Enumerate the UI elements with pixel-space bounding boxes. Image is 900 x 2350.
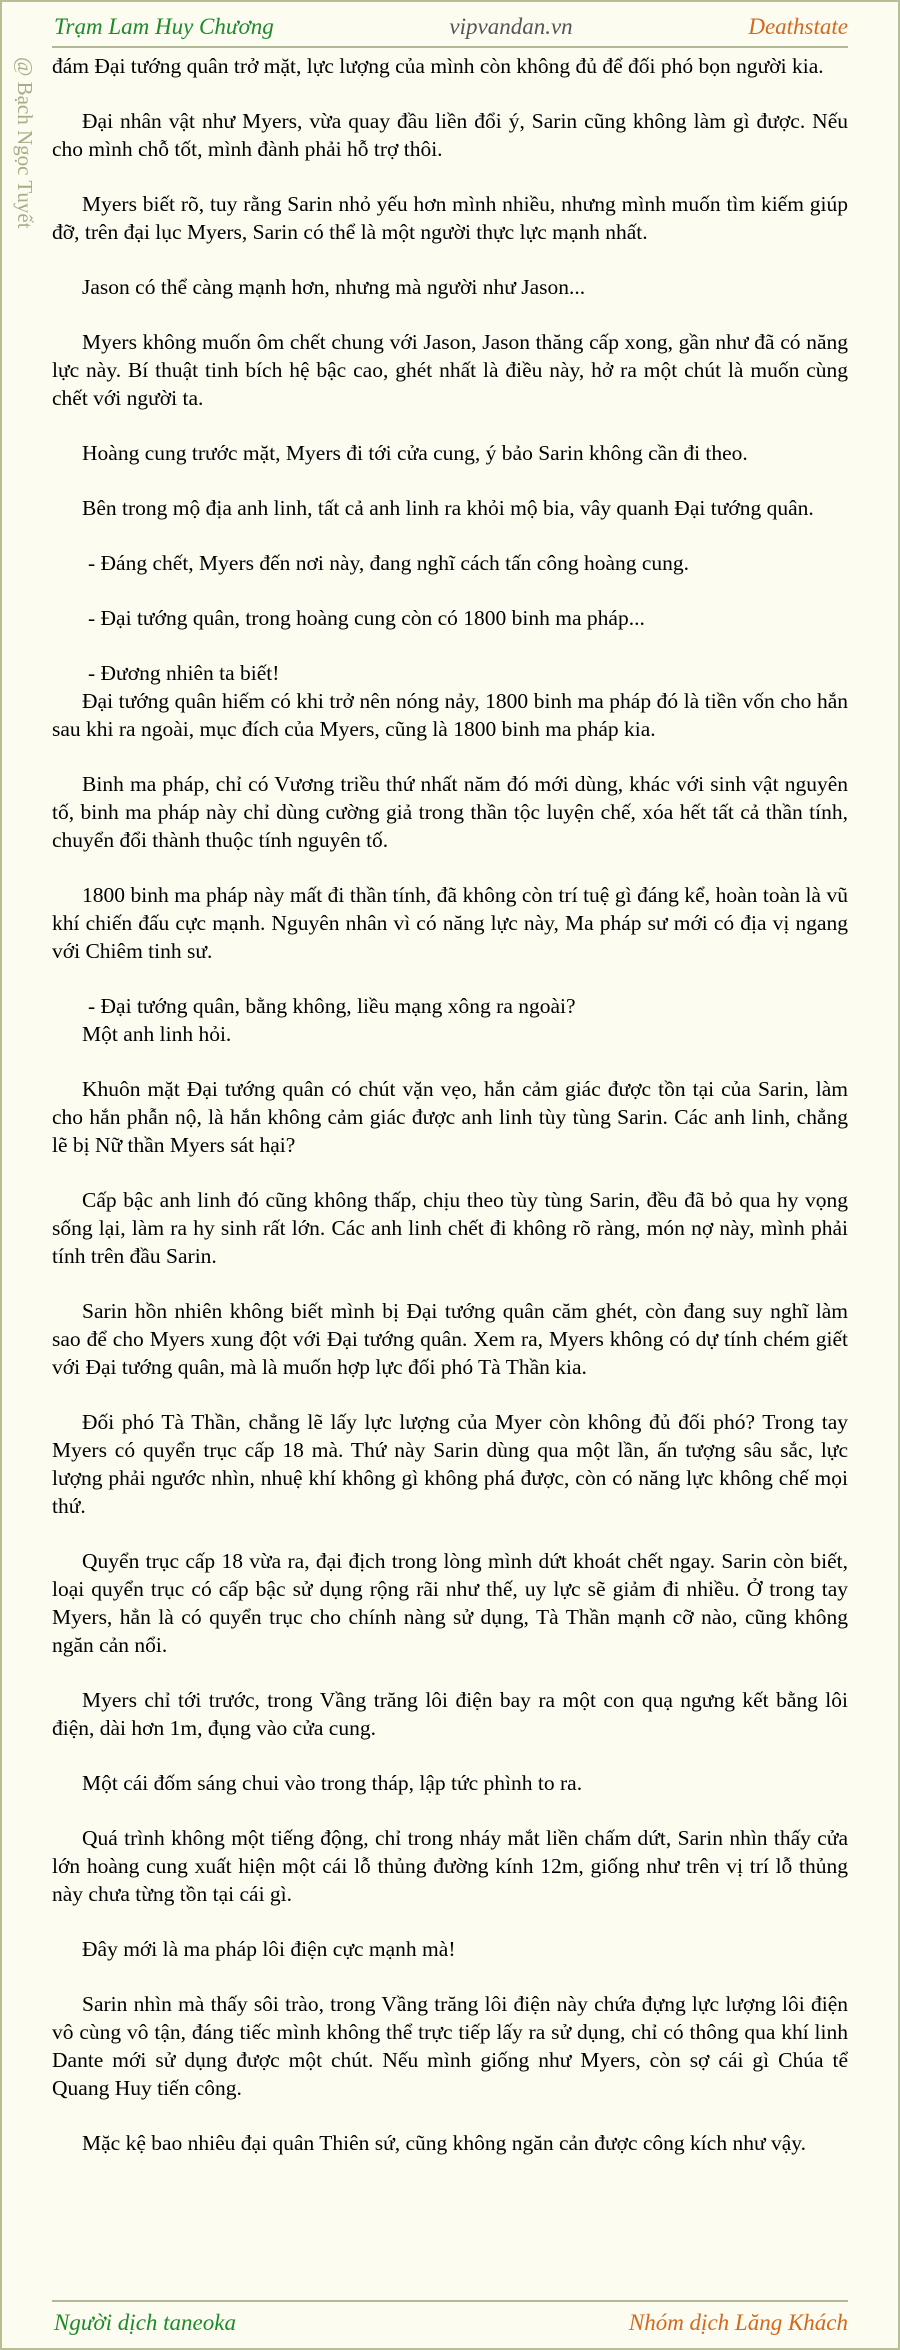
header-divider	[52, 46, 848, 48]
page-footer	[54, 2307, 848, 2339]
paragraph: đám Đại tướng quân trở mặt, lực lượng của mình còn không đủ để đối phó bọn người kia.	[52, 54, 824, 78]
paragraph: Khuôn mặt Đại tướng quân có chút vặn vẹo, hắn cảm giác được tồn tại của Sarin, làm cho hắn phẫn nộ, là hắn không cảm giác được anh linh tùy tùng Sarin. Các anh linh, chẳng lẽ bị Nữ thần Myers sát hại?	[52, 1077, 848, 1157]
paragraph: Mặc kệ bao nhiêu đại quân Thiên sứ, cũng không ngăn cản được công kích như vậy.	[82, 2131, 806, 2155]
side-credit: @ Bạch Ngọc Tuyết	[13, 57, 37, 229]
dialogue-line: - Đương nhiên ta biết!	[88, 661, 280, 685]
footer-divider	[52, 2300, 848, 2302]
paragraph: Đại nhân vật như Myers, vừa quay đầu liền đổi ý, Sarin cũng không làm gì được. Nếu cho mình chỗ tốt, mình đành phải hỗ trợ thôi.	[52, 109, 848, 161]
dialogue-line: - Đại tướng quân, bằng không, liều mạng xông ra ngoài?	[88, 994, 576, 1018]
dialogue-line: - Đại tướng quân, trong hoàng cung còn có 1800 binh ma pháp...	[88, 606, 645, 630]
paragraph: Quá trình không một tiếng động, chỉ trong nháy mắt liền chấm dứt, Sarin nhìn thấy cửa lớn hoàng cung xuất hiện một cái lỗ thủng đường kính 12m, giống như trên vị trí lỗ thủng này chưa từng tồn tại cái gì.	[52, 1826, 848, 1906]
paragraph: Một cái đốm sáng chui vào trong tháp, lập tức phình to ra.	[82, 1771, 583, 1795]
paragraph: Cấp bậc anh linh đó cũng không thấp, chịu theo tùy tùng Sarin, đều đã bỏ qua hy vọng sống lại, làm ra hy sinh rất lớn. Các anh linh chết đi không rõ ràng, món nợ này, mình phải tính trên đầu Sarin.	[52, 1188, 848, 1268]
paragraph: Myers chỉ tới trước, trong Vầng trăng lôi điện bay ra một con quạ ngưng kết bằng lôi điện, dài hơn 1m, đụng vào cửa cung.	[52, 1688, 848, 1740]
header-website: vipvandan.vn	[449, 14, 573, 39]
paragraph: Đối phó Tà Thần, chẳng lẽ lấy lực lượng của Myer còn không đủ đối phó? Trong tay Myers có quyển trục cấp 18 mà. Thứ này Sarin dùng qua một lần, ấn tượng sâu sắc, lực lượng phải ngước nhìn, nhuệ khí không gì không phá được, còn có năng lực không chế mọi thứ.	[52, 1410, 848, 1518]
dialogue-line: - Đáng chết, Myers đến nơi này, đang nghĩ cách tấn công hoàng cung.	[88, 551, 690, 575]
paragraph: Đây mới là ma pháp lôi điện cực mạnh mà!	[82, 1937, 456, 1961]
paragraph: Đại tướng quân hiếm có khi trở nên nóng nảy, 1800 binh ma pháp đó là tiền vốn cho hắn sau khi ra ngoài, mục đích của Myers, cũng là 1800 binh ma pháp kia.	[52, 689, 848, 741]
paragraph: Sarin hồn nhiên không biết mình bị Đại tướng quân căm ghét, còn đang suy nghĩ làm sao để cho Myers xung đột với Đại tướng quân. Xem ra, Myers không có dự tính chém giết với Đại tướng quân, mà là muốn hợp lực đối phó Tà Thần kia.	[52, 1299, 848, 1379]
header-site-name: Trạm Lam Huy Chương	[54, 14, 274, 39]
paragraph: Myers biết rõ, tuy rằng Sarin nhỏ yếu hơn mình nhiều, nhưng mình muốn tìm kiếm giúp đỡ, trên đại lục Myers, Sarin có thể là một người thực lực mạnh nhất.	[52, 192, 848, 244]
paragraph: Binh ma pháp, chỉ có Vương triều thứ nhất năm đó mới dùng, khác với sinh vật nguyên tố, binh ma pháp này chỉ dùng cường giả trong thần tộc luyện chế, xóa hết tất cả thần tính, chuyển đổi thành thuộc tính nguyên tố.	[52, 772, 848, 852]
paragraph: Quyển trục cấp 18 vừa ra, đại địch trong lòng mình dứt khoát chết ngay. Sarin còn biết, loại quyển trục có cấp bậc sử dụng rộng rãi như thế, uy lực sẽ giảm đi nhiều. Ở trong tay Myers, hẳn là có quyển trục cho chính nàng sử dụng, Tà Thần mạnh cỡ nào, cũng không ngăn cản nổi.	[52, 1549, 848, 1657]
paragraph: Một anh linh hỏi.	[82, 1022, 232, 1046]
header-book-title: Deathstate	[748, 14, 848, 39]
paragraph: 1800 binh ma pháp này mất đi thần tính, đã không còn trí tuệ gì đáng kể, hoàn toàn là vũ khí chiến đấu cực mạnh. Nguyên nhân vì có năng lực này, Ma pháp sư mới có địa vị ngang với Chiêm tinh sư.	[52, 883, 848, 963]
chapter-text	[52, 52, 848, 2288]
paragraph: Jason có thể càng mạnh hơn, nhưng mà người như Jason...	[82, 275, 586, 299]
page-header	[54, 10, 848, 44]
footer-group: Nhóm dịch Lăng Khách	[628, 2310, 848, 2335]
paragraph: Bên trong mộ địa anh linh, tất cả anh linh ra khỏi mộ bia, vây quanh Đại tướng quân.	[82, 496, 814, 520]
paragraph: Hoàng cung trước mặt, Myers đi tới cửa cung, ý bảo Sarin không cần đi theo.	[82, 441, 748, 465]
footer-translator: Người dịch taneoka	[54, 2310, 236, 2335]
paragraph: Sarin nhìn mà thấy sôi trào, trong Vầng trăng lôi điện này chứa đựng lực lượng lôi điện vô cùng vô tận, đáng tiếc mình không thể trực tiếp lấy ra sử dụng, chỉ có thông qua khí linh Dante mới sử dụng được một chút. Nếu mình giống như Myers, còn sợ cái gì Chúa tể Quang Huy tiến công.	[52, 1992, 848, 2100]
paragraph: Myers không muốn ôm chết chung với Jason, Jason thăng cấp xong, gần như đã có năng lực này. Bí thuật tinh bích hệ bậc cao, ghét nhất là điều này, hở ra một chút là muốn cùng chết với người ta.	[52, 330, 848, 410]
